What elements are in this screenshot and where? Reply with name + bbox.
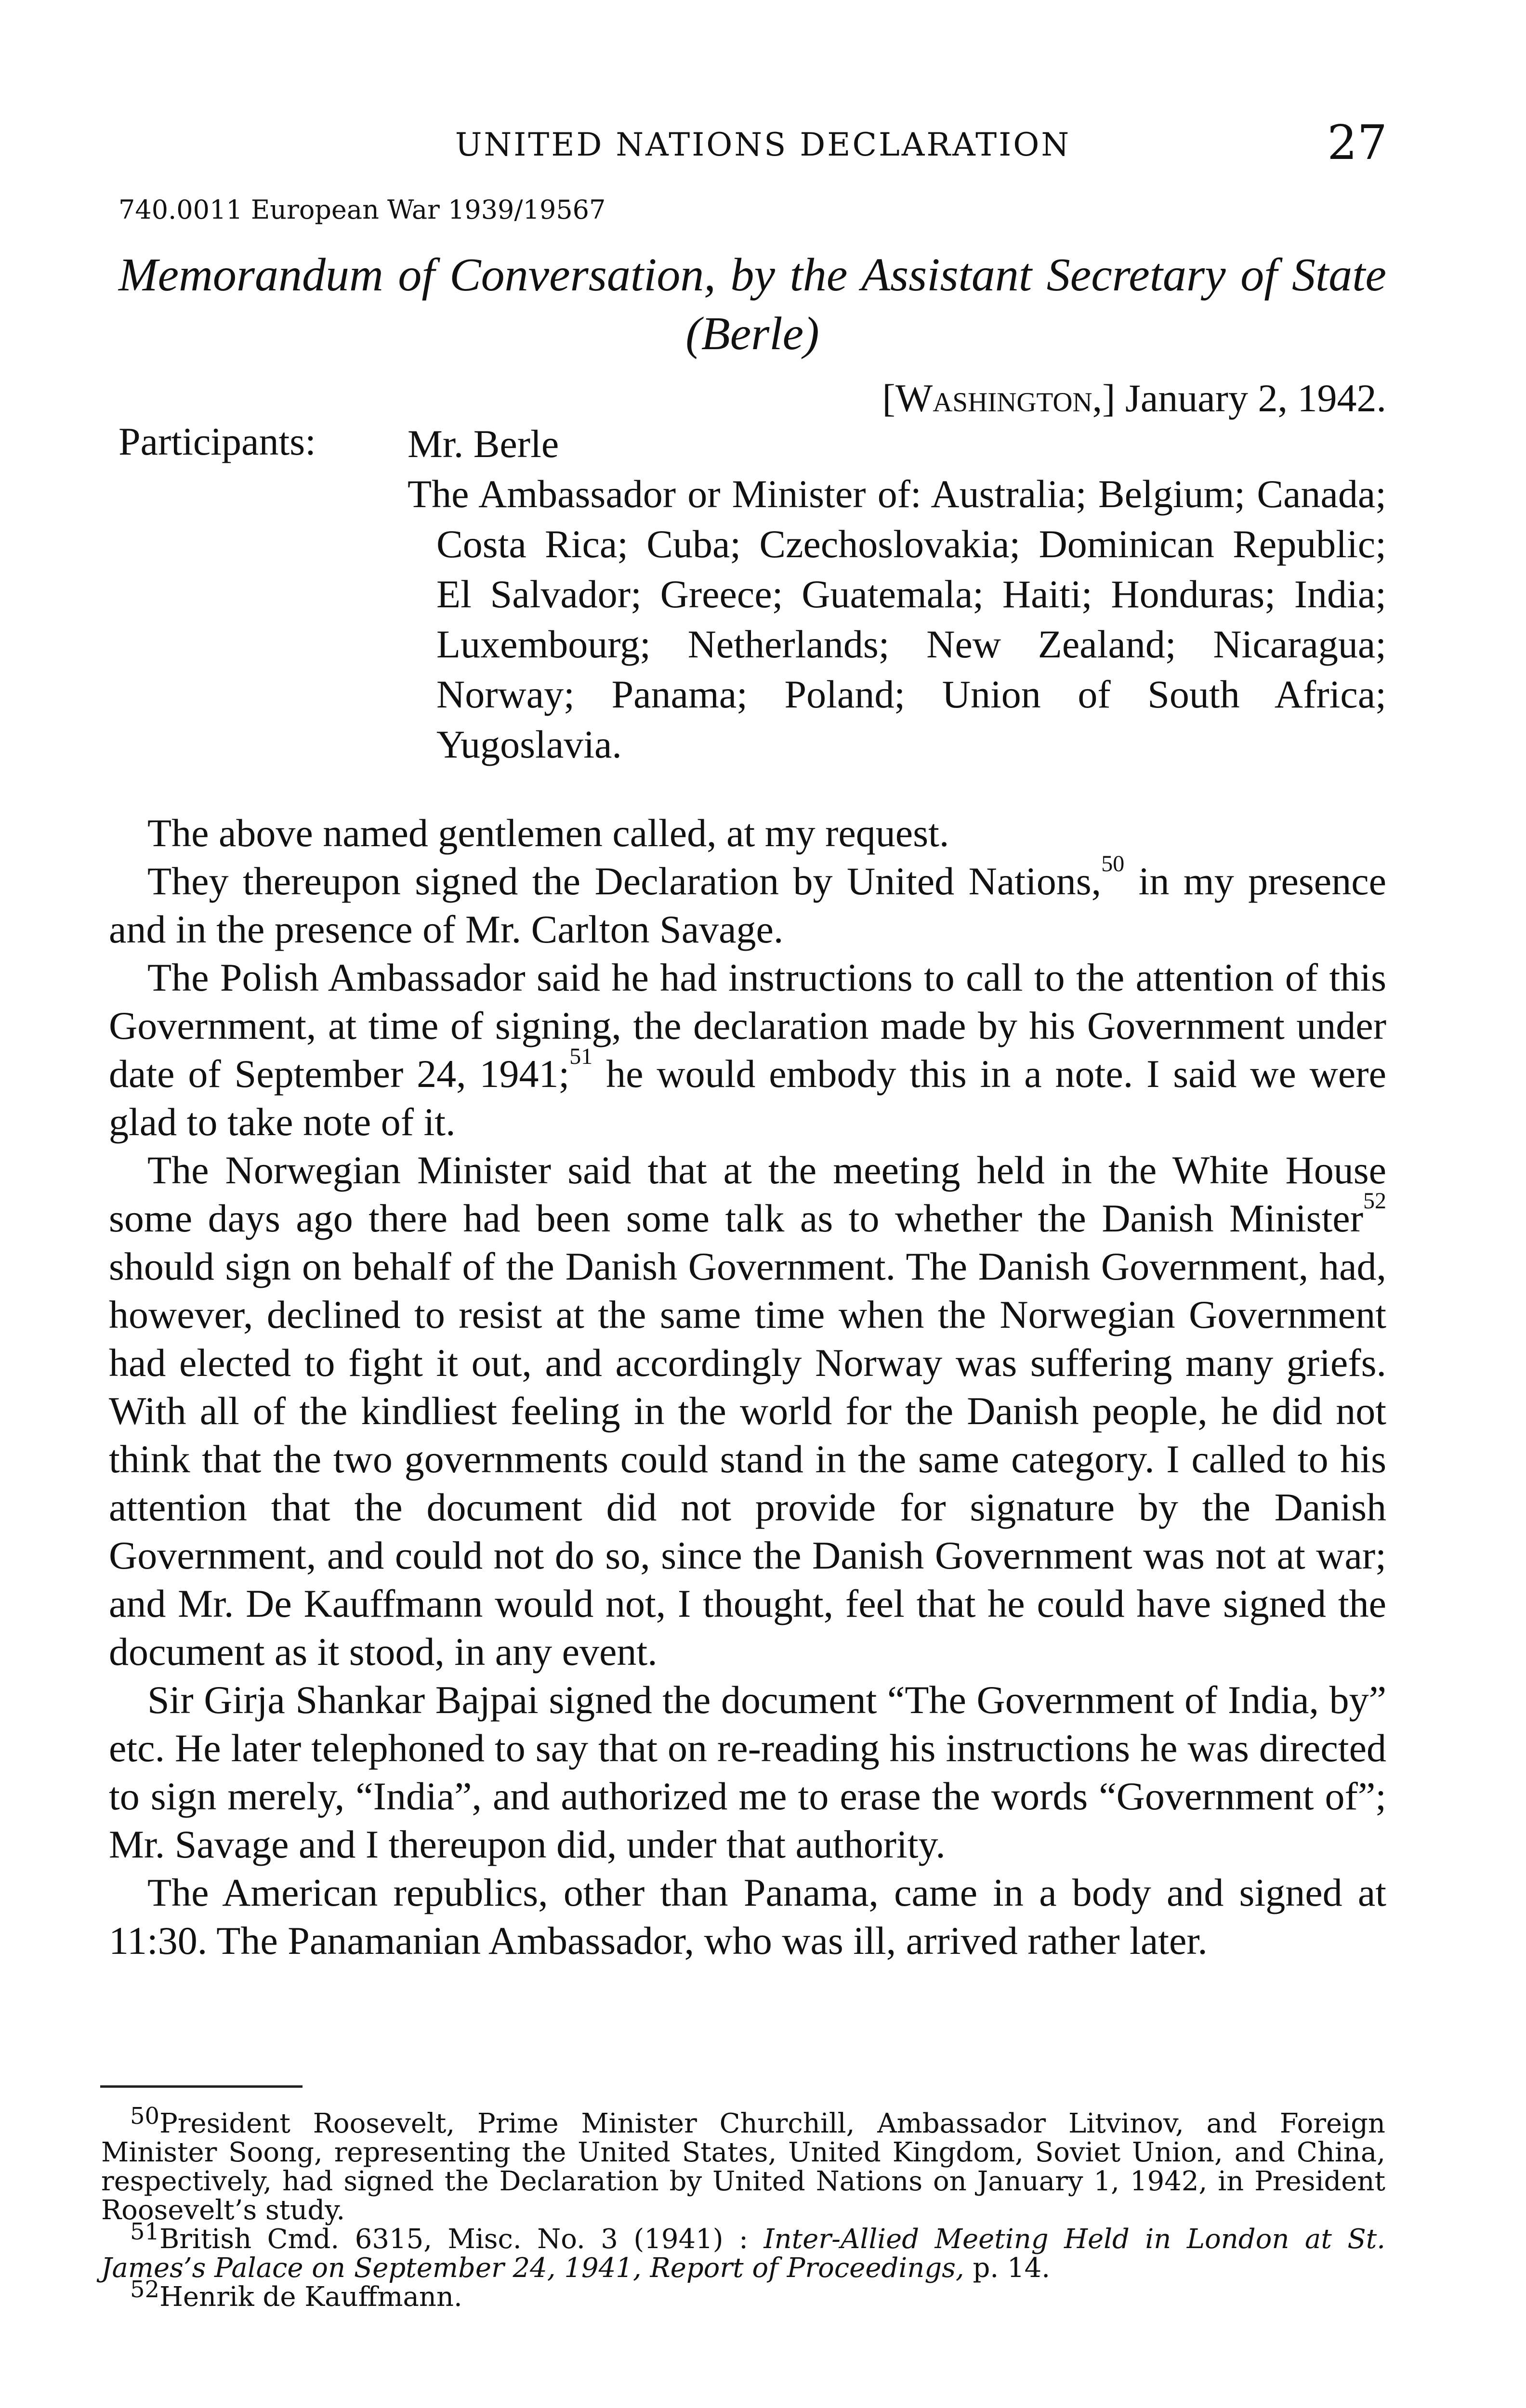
footnote-50: [101, 2103, 1385, 2226]
footnote-52: [101, 2276, 1385, 2313]
footnote-51-text-b: p. 14.: [964, 2252, 1051, 2284]
paragraph-6: The American republics, other than Panama, came in a body and signed at 11:30. The Panamanian Ambassador, who was ill, arrived rather later.: [109, 1871, 1386, 1963]
participants-label: Participants:: [118, 419, 316, 463]
footnote-51-italic: Inter-Allied Meeting Held in London at St. James’s Palace on September 24, 1941, Report of Proceedings,: [101, 2224, 1385, 2284]
participant-ambassadors-text: The Ambassador or Minister of: Australia; Belgium; Canada; Costa Rica; Cuba; Czechoslovakia; Dominican Republic; El Salvador; Greece; Guatemala; Haiti; Honduras; India; Luxembourg; Netherlands; New Zealand; Nicaragua; Norway; Panama; Poland; Union of South Africa; Yugoslavia.: [408, 472, 1386, 766]
paragraph-5: Sir Girja Shankar Bajpai signed the document “The Government of India, by” etc. He later telephoned to say that on re-reading his instructions he was directed to sign merely, “India”, and authorized me to erase the words “Government of”; Mr. Savage and I thereupon did, under that authority.: [109, 1678, 1386, 1866]
footnote-51: [101, 2218, 1385, 2284]
dateline-date: January 2, 1942.: [1125, 376, 1386, 420]
participants-list: [408, 419, 1386, 770]
document-title: [118, 246, 1386, 363]
file-number: 740.0011 European War 1939/19567: [118, 195, 606, 225]
document-title-line-1: Memorandum of Conversation, by the Assistant Secretary of State: [118, 249, 1386, 301]
paragraph-4: [109, 1146, 1386, 1676]
running-head: [0, 116, 1526, 170]
paragraph-2-text-a: They thereupon signed the Declaration by United Nations,: [147, 859, 1102, 903]
footnote-52-text: Henrik de Kauffmann.: [159, 2281, 462, 2313]
dateline: [882, 376, 1387, 421]
memorandum-body: [109, 809, 1386, 1965]
page-number: 27: [1327, 116, 1387, 170]
paragraph-3: [109, 954, 1386, 1146]
paragraph-1: The above named gentlemen called, at my request.: [147, 811, 949, 855]
paragraph-3-text-a: The Polish Ambassador said he had instructions to call to the attention of this Government, at time of signing, the declaration made by his Government under date of September 24, 1941;: [109, 955, 1386, 1096]
document-title-line-2: (Berle): [685, 308, 819, 360]
footnote-50-text: President Roosevelt, Prime Minister Churchill, Ambassador Litvinov, and Foreign Minister Soong, representing the United States, United Kingdom, Soviet Union, and China, respectively, had signed the Declaration by United Nations on January 1, 1942, in President Roosevelt’s study.: [101, 2108, 1385, 2226]
paragraph-2: [109, 851, 1386, 954]
footnote-52-mark: 52: [130, 2276, 160, 2303]
footnote-ref-51: 51: [569, 1044, 593, 1069]
footnote-ref-50: 50: [1101, 851, 1125, 877]
dateline-place: Washington: [895, 376, 1092, 420]
footnote-50-mark: 50: [130, 2103, 160, 2130]
footnote-rule: [100, 2085, 303, 2088]
paragraph-3-text-b: he would embody this in a note. I said we were glad to take note of it.: [109, 1052, 1386, 1144]
footnotes: [101, 2103, 1385, 2313]
dateline-close: ,]: [1092, 376, 1116, 420]
participant-ambassadors: [408, 469, 1386, 770]
footnote-51-text-a: British Cmd. 6315, Misc. No. 3 (1941) :: [159, 2224, 764, 2255]
paragraph-4-text-b: should sign on behalf of the Danish Government. The Danish Government, had, however, declined to resist at the same time when the Norwegian Government had elected to fight it out, and accordingly Norway was suffering many griefs. With all of the kindliest feeling in the world for the Danish people, he did not think that the two governments could stand in the same category. I called to his attention that the document did not provide for signature by the Danish Government, and could not do so, since the Danish Government was not at war; and Mr. De Kauffmann would not, I thought, feel that he could have signed the document as it stood, in any event.: [109, 1244, 1386, 1674]
dateline-open: [: [882, 376, 895, 420]
paragraph-2-text-b: in my presence and in the presence of Mr. Carlton Savage.: [109, 859, 1386, 951]
paragraph-4-text-a: The Norwegian Minister said that at the meeting held in the White House some days ago there had been some talk as to whether the Danish Minister: [109, 1148, 1386, 1240]
footnote-51-mark: 51: [130, 2218, 160, 2245]
footnote-ref-52: 52: [1363, 1188, 1386, 1214]
running-head-title: UNITED NATIONS DECLARATION: [455, 126, 1071, 163]
participant-first: Mr. Berle: [408, 422, 559, 466]
